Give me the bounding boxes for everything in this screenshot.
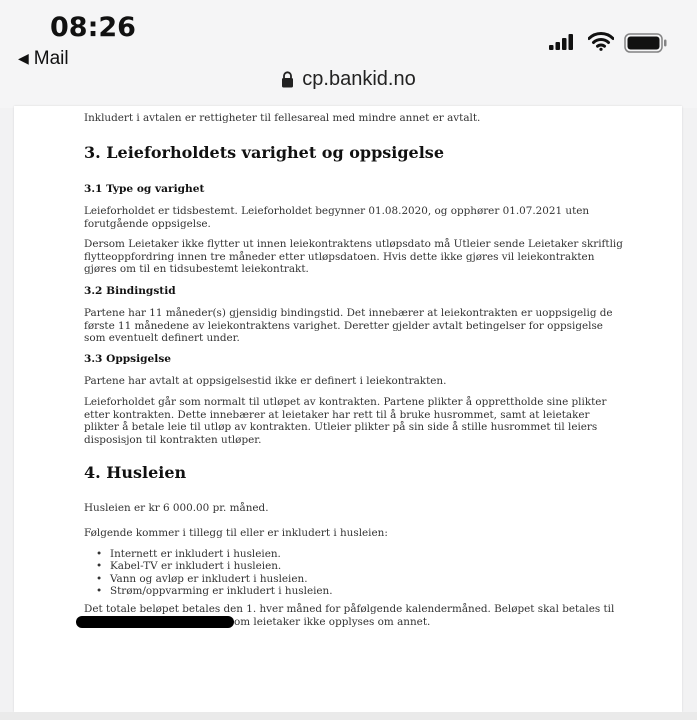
section-3-2-title: 3.2 Bindingstid [84,285,176,297]
section-3-1-title: 3.1 Type og varighet [84,183,205,195]
section-3-3-title: 3.3 Oppsigelse [84,353,172,365]
section-4-additions-intro: Følgende kommer i tillegg til eller er inkludert i husleien: [84,527,388,539]
section-4-title: 4. Husleien [84,463,187,482]
included-items-list [84,548,333,598]
battery-icon [624,33,668,53]
list-item: • Strøm/oppvarming er inkludert i husleien. [84,585,333,597]
payment-terms-line-2: om leietaker ikke opplyses om annet. [234,616,431,628]
section-3-1-paragraph-2: Dersom Leietaker ikke flytter ut innen leiekontraktens utløpsdato må Utleier sende Leietaker skriftlig flytteoppfordring innen tre måneder etter utløpsdatoen. Hvis dette ikke gjøres vil leiekontrakten gjøres om til en tidsubestemt leiekontrakt. [84,238,623,276]
section-3-2-paragraph: Partene har 11 måneder(s) gjensidig bindingstid. Det innebærer at leiekontrakten er uoppsigelig de første 11 månedene av leiekontraktens varighet. Deretter gjelder avtalt betingelser for oppsigelse som eventuelt definert under. [84,307,613,345]
redaction-mark [76,616,234,628]
intro-line: Inkludert i avtalen er rettigheter til fellesareal med mindre annet er avtalt. [84,112,481,124]
lock-icon [281,71,294,88]
address-bar[interactable] [0,68,697,91]
wifi-icon [588,31,614,51]
list-item: • Kabel-TV er inkludert i husleien. [84,560,333,572]
document-page [14,106,682,712]
back-arrow-icon: ◀ [18,50,29,66]
clock-time: 08:26 [50,12,136,43]
section-3-title: 3. Leieforholdets varighet og oppsigelse [84,143,444,162]
section-3-3-paragraph-1: Partene har avtalt at oppsigelsestid ikke er definert i leiekontrakten. [84,375,447,387]
section-3-3-paragraph-2: Leieforholdet går som normalt til utløpet av kontrakten. Partene plikter å opprettholde sine plikter etter kontrakten. Dette innebærer at leietaker har rett til å bruke husrommet, samt at leietaker plikter å betale leie til utløp av kontrakten. Utleier plikter på sin side å stille husrommet til leiers disposisjon til kontrakten utløper. [84,396,607,446]
bottom-edge [0,712,697,720]
section-4-rent-amount: Husleien er kr 6 000.00 pr. måned. [84,502,269,514]
back-label: Mail [33,48,69,69]
list-item: • Internett er inkludert i husleien. [84,548,333,560]
ios-status-bar [0,0,697,108]
url-text: cp.bankid.no [302,68,416,90]
cellular-signal-icon [549,34,575,50]
payment-terms-line-1: Det totale beløpet betales den 1. hver måned for påfølgende kalendermåned. Beløpet skal betales til [84,603,615,615]
section-3-1-paragraph-1: Leieforholdet er tidsbestemt. Leieforholdet begynner 01.08.2020, og opphører 01.07.2021 uten forutgående oppsigelse. [84,205,590,230]
back-to-mail-button[interactable] [18,48,69,70]
list-item: • Vann og avløp er inkludert i husleien. [84,573,333,585]
